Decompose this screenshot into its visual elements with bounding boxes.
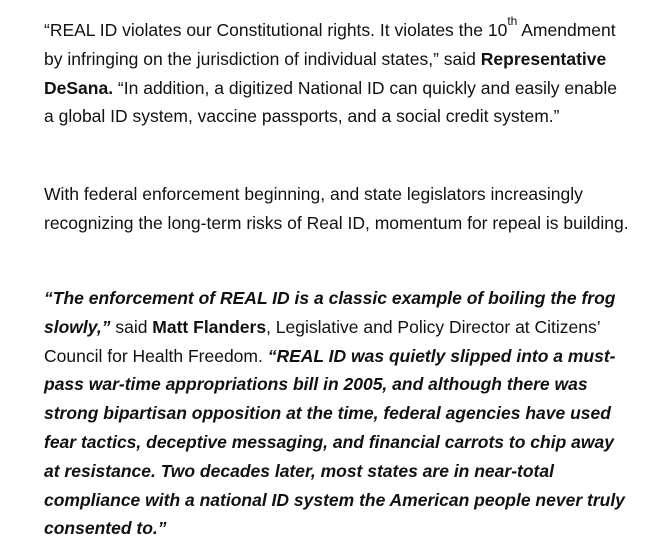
flanders-quote-paragraph — [44, 284, 629, 543]
desana-quote-paragraph — [44, 16, 629, 131]
enforcement-paragraph — [44, 180, 629, 238]
flanders-quote-1: “The enforcement of REAL ID is a classic example of boiling the frog slowly,” — [44, 288, 616, 337]
desana-quote-mid: Amendment by infringing on the jurisdiction of individual states,” said — [44, 20, 616, 69]
flanders-title: , Legislative and Policy Director at Citizens’ Council for Health Freedom. — [44, 316, 601, 366]
said-text: said — [110, 316, 153, 337]
desana-quote-start: “REAL ID violates our Constitutional rights. It violates the 10 — [44, 20, 508, 40]
enforcement-text: With federal enforcement beginning, and state legislators increasingly recognizing the long-term risks of Real ID, momentum for repeal is building. — [44, 184, 629, 233]
flanders-quote-2: “REAL ID was quietly slipped into a must-pass war-time appropriations bill in 2005, and although there was strong bipartisan opposition at the time, federal agencies have used fear tactics, deceptive messaging, and financial carrots to chip away at resistance. Two decades later, most states are in near-total compliance with a national ID system the American people never truly consented to.” — [44, 345, 625, 539]
desana-speaker: Representative DeSana. — [44, 48, 607, 98]
flanders-speaker: Matt Flanders — [152, 316, 267, 337]
ordinal-superscript: th — [507, 14, 518, 29]
desana-quote-end: “In addition, a digitized National ID can quickly and easily enable a global ID system, vaccine passports, and a social credit system.” — [44, 77, 617, 127]
